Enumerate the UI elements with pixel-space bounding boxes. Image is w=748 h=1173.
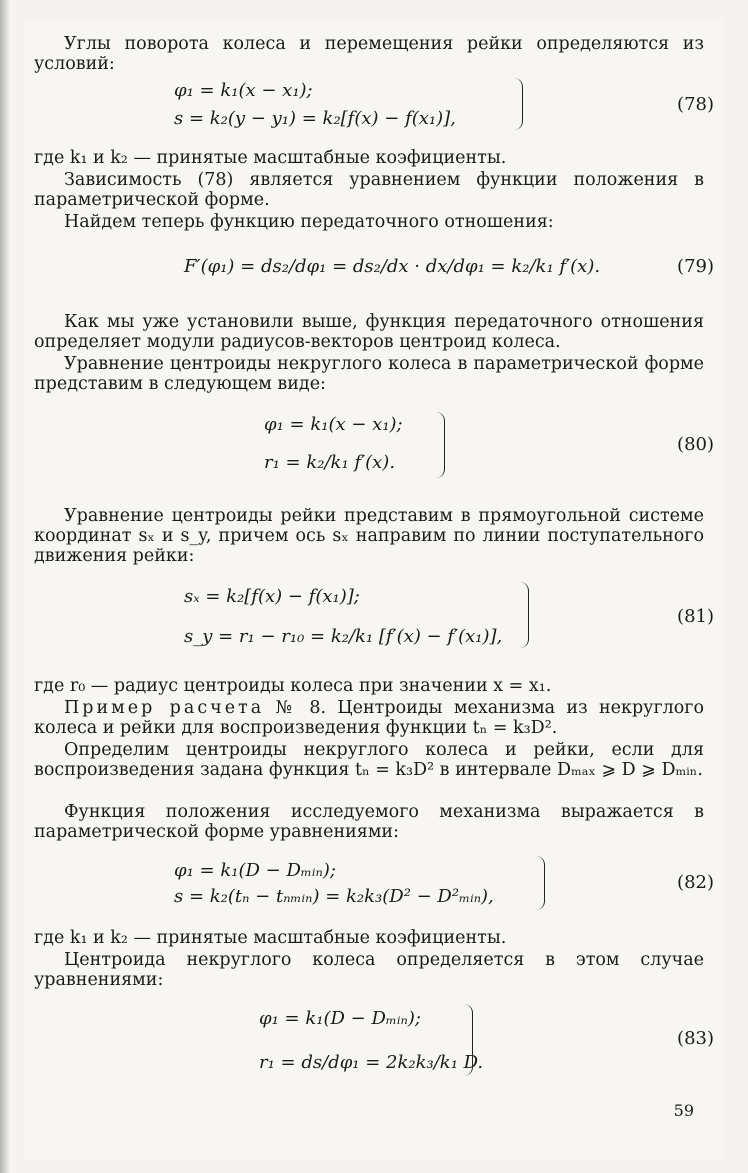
paragraph-wheel-centroid: Уравнение центроиды некруглого колеса в параметрической форме представим в следующем виде: <box>34 354 704 394</box>
brace-82 <box>536 856 545 910</box>
brace-80 <box>436 412 445 478</box>
brace-78 <box>514 78 523 130</box>
paragraph-position-function: Функция положения исследуемого механизма выражается в параметрической форме уравнениями: <box>34 802 704 842</box>
equation-82-line1: φ₁ = k₁(D − Dₘᵢₙ); <box>174 860 336 881</box>
book-page <box>24 20 724 1160</box>
equation-80-line1: φ₁ = k₁(x − x₁); <box>264 414 403 435</box>
paragraph-coefficients-2: где k₁ и k₂ — принятые масштабные коэфициенты. <box>34 928 507 948</box>
paragraph-coefficients: где k₁ и k₂ — принятые масштабные коэфициенты. <box>34 148 507 168</box>
equation-number-80: (80) <box>677 434 714 455</box>
paragraph-r0: где r₀ — радиус центроиды колеса при значении x = x₁. <box>34 676 552 696</box>
equation-79: F′(φ₁) = ds₂/dφ₁ = ds₂/dx · dx/dφ₁ = k₂/k₁ f′(x). <box>184 256 601 277</box>
brace-81 <box>520 582 529 648</box>
paragraph-ratio: Как мы уже установили выше, функция передаточного отношения определяет модули радиусов-векторов центроид колеса. <box>34 312 704 352</box>
paragraph-find-function: Найдем теперь функцию передаточного отношения: <box>64 212 554 232</box>
paragraph-wheel-equations: Центроида некруглого колеса определяется в этом случае уравнениями: <box>34 950 704 990</box>
paragraph-intro: Углы поворота колеса и перемещения рейки определяются из условий: <box>34 34 704 74</box>
paragraph-example-8 <box>34 698 704 738</box>
equation-number-81: (81) <box>677 606 714 627</box>
page-number: 59 <box>673 1101 694 1120</box>
equation-83-line1: φ₁ = k₁(D − Dₘᵢₙ); <box>259 1008 421 1029</box>
paragraph-define-centroids: Определим центроиды некруглого колеса и рейки, если для воспроизведения задана функция tₙ = k₃D² в интервале Dₘₐₓ ⩾ D ⩾ Dₘᵢₙ. <box>34 740 704 780</box>
equation-number-83: (83) <box>677 1028 714 1049</box>
paragraph-rack-centroid: Уравнение центроиды рейки представим в прямоугольной системе координат sₓ и s_y, причем ось sₓ направим по линии поступательного движения рейки: <box>34 506 704 566</box>
example-text: № 8. Центроиды механизма из некруглого колеса и рейки для воспроизведения функции tₙ = k₃D². <box>34 698 704 738</box>
equation-number-78: (78) <box>677 94 714 115</box>
example-lead: Пример расчета <box>64 698 265 718</box>
equation-80-line2: r₁ = k₂/k₁ f′(x). <box>264 452 396 473</box>
brace-83 <box>464 1004 473 1076</box>
paragraph-dependence: Зависимость (78) является уравнением функции положения в параметрической форме. <box>34 170 704 210</box>
equation-78-line1: φ₁ = k₁(x − x₁); <box>174 80 313 101</box>
equation-81-line1: sₓ = k₂[f(x) − f(x₁)]; <box>184 586 360 607</box>
equation-81-line2: s_y = r₁ − r₁₀ = k₂/k₁ [f′(x) − f′(x₁)], <box>184 626 503 647</box>
equation-82-line2: s = k₂(tₙ − tₙₘᵢₙ) = k₂k₃(D² − D²ₘᵢₙ), <box>174 886 494 907</box>
equation-78-line2: s = k₂(y − y₁) = k₂[f(x) − f(x₁)], <box>174 108 456 129</box>
page-edge-shadow <box>0 0 10 1173</box>
equation-number-82: (82) <box>677 872 714 893</box>
equation-number-79: (79) <box>677 256 714 277</box>
equation-83-line2: r₁ = ds/dφ₁ = 2k₂k₃/k₁ D. <box>259 1052 484 1073</box>
